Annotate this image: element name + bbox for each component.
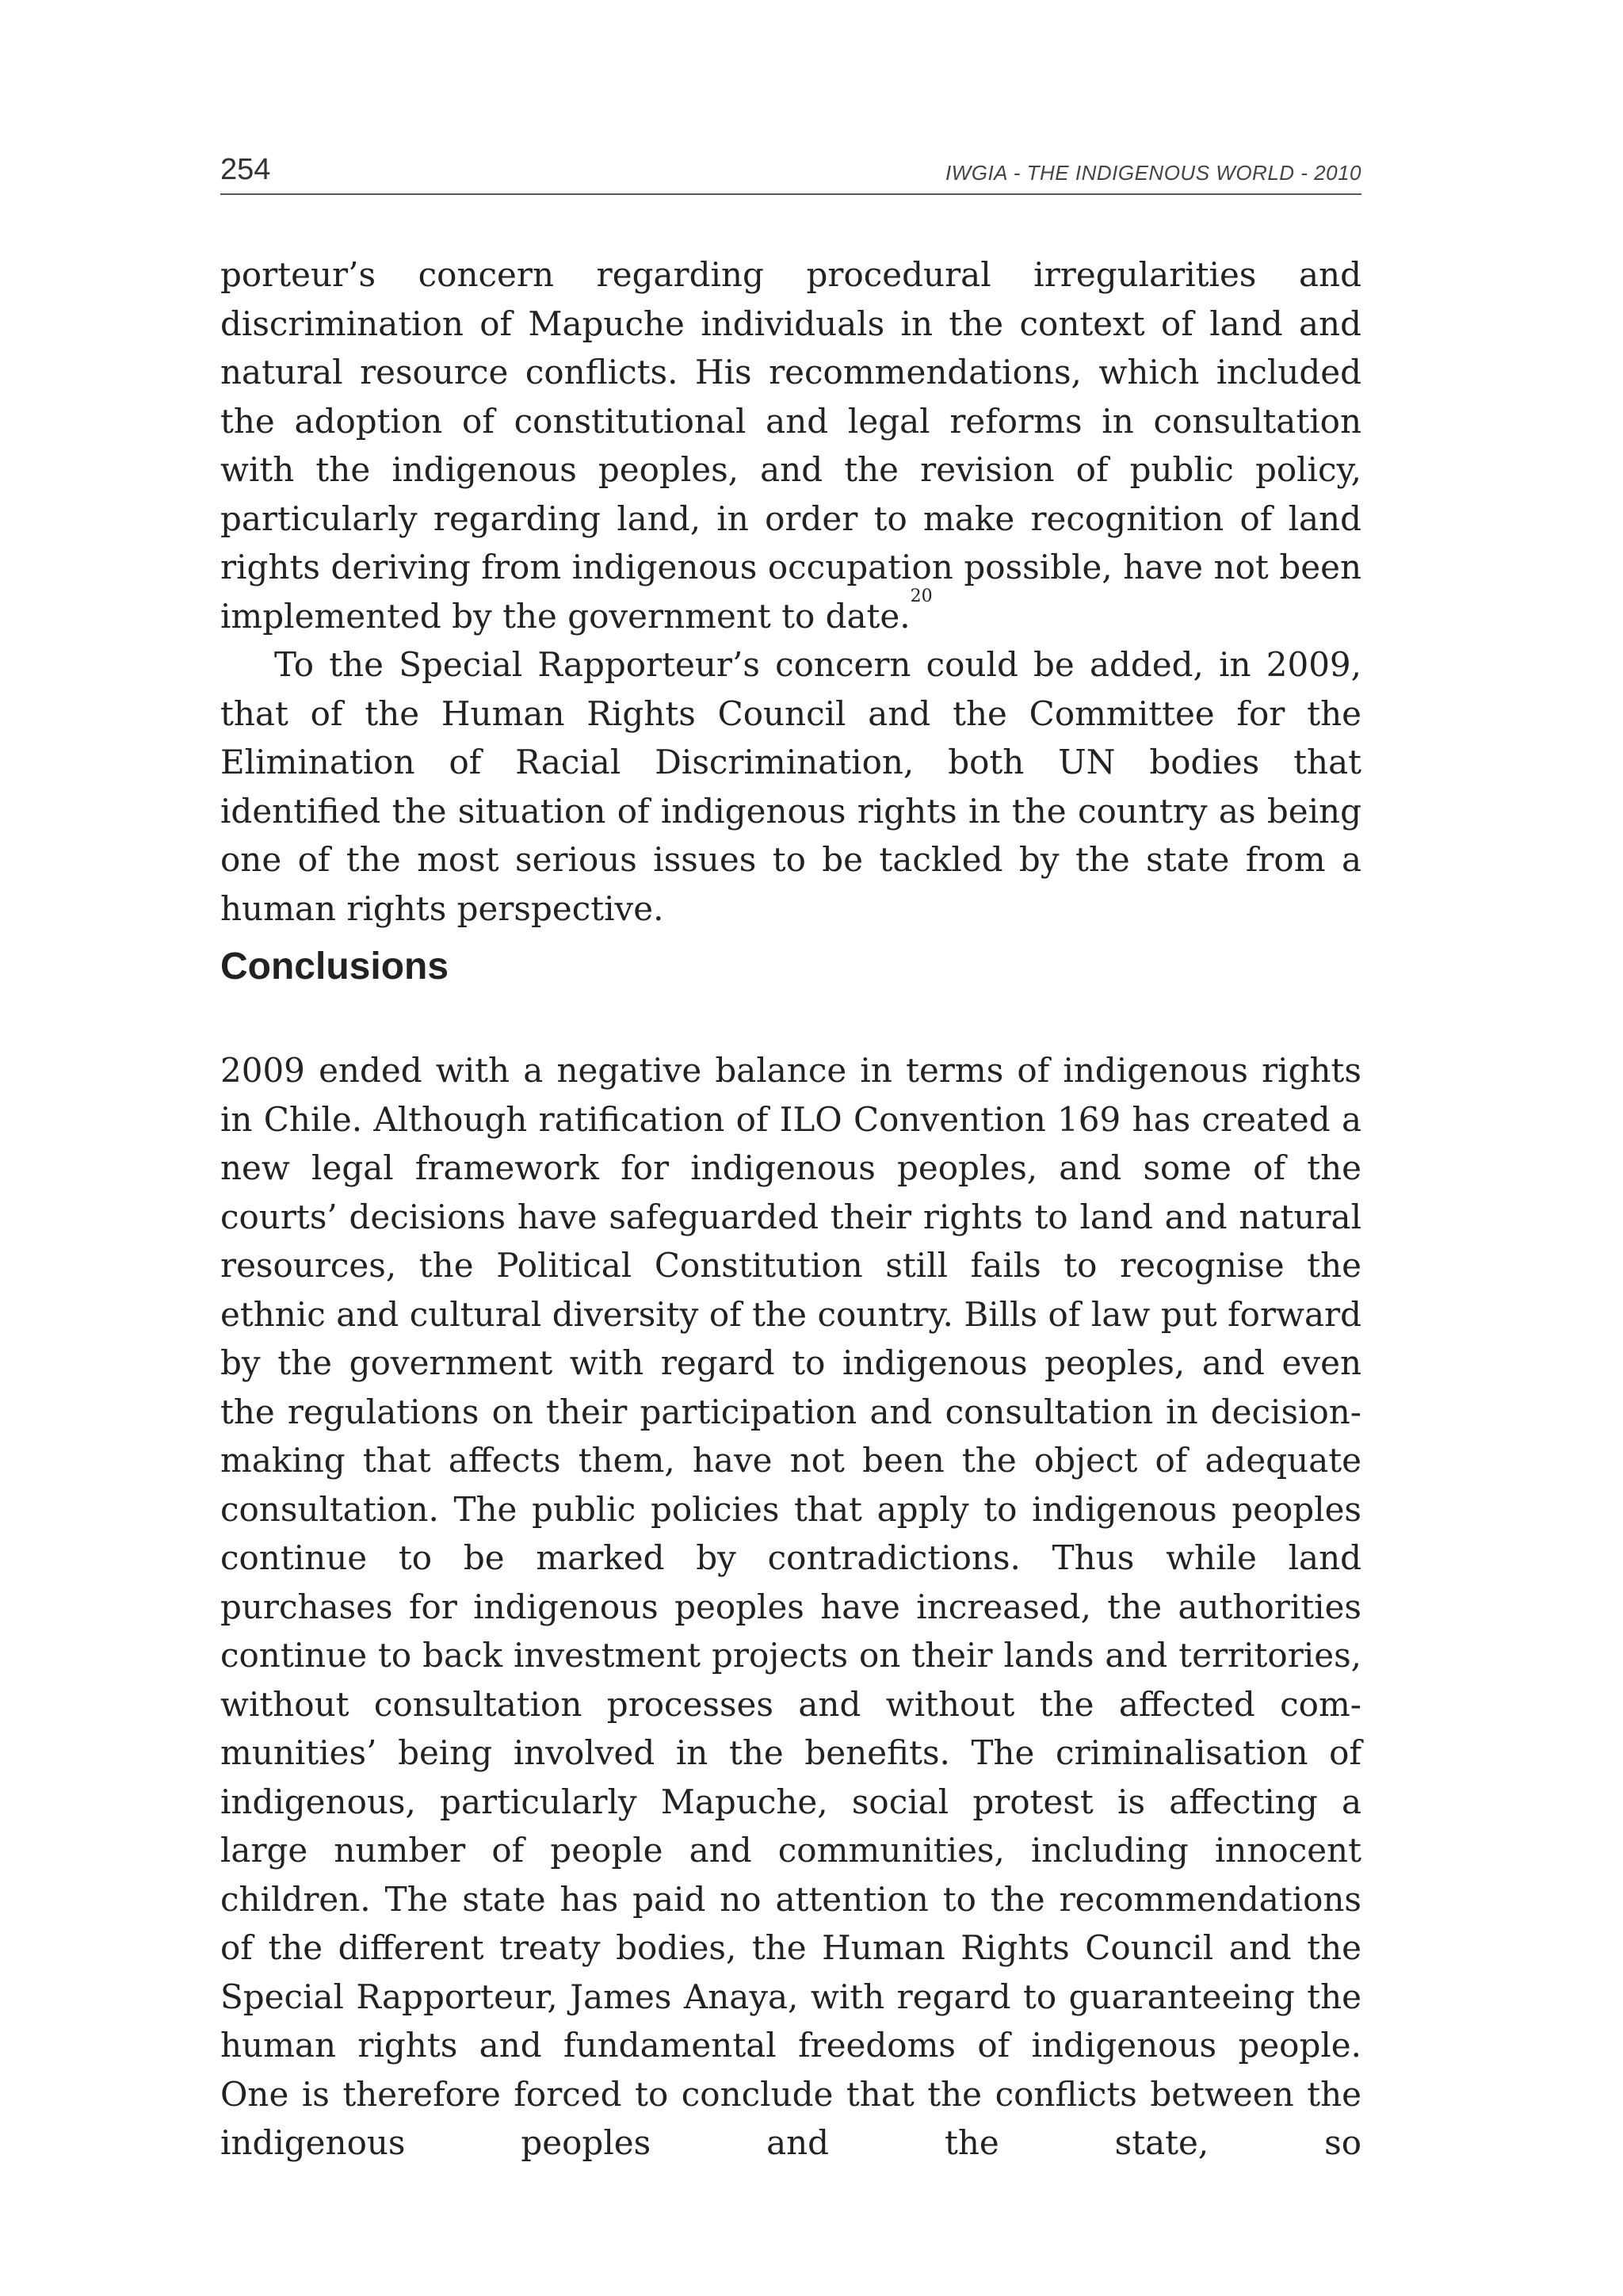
running-header xyxy=(220,152,1361,195)
section-heading: Conclusions xyxy=(220,946,449,988)
body-text-top xyxy=(220,250,1361,933)
paragraph: 2009 ended with a negative balance in terms of indigenous rights in Chile. Although ratification of ILO Convention 169 has created a new legal framework for indigenous peoples, and some of the courts’ decisions have safeguarded their rights to land and natural resources, the Political Constitution still fails to recognise the ethnic and cultural diversity of the country. Bills of law put forward by the government with regard to indigenous peoples, and even the regulations on their participation and consultation in decision-making that affects them, have not been the object of adequate consultation. The public policies that apply to indigenous peoples continue to be marked by contradictions. Thus while land purchases for indigenous peoples have increased, the authorities continue to back investment projects on their lands and territories, without consultation processes and without the affected communities’ being involved in the benefits. The criminalisation of indigenous, particularly Mapuche, social protest is affecting a large number of people and communities, including innocent children. The state has paid no attention to the recommendations of the different treaty bodies, the Human Rights Council and the Special Rapporteur, James Anaya, with regard to guaranteeing the human rights and fundamental freedoms of indigenous people. One is therefore forced to conclude that the conflicts between the indigenous peoples and the state, so xyxy=(220,1051,1361,2162)
paragraph-text: porteur’s concern regarding procedural irregularities and discrimination of Mapuche individuals in the context of land and natural resource conflicts. His recommendations, which included the adoption of constitutional and legal reforms in consultation with the indigenous peoples, and the revision of public policy, particularly regarding land, in order to make recognition of land rights deriving from indigenous occupation possible, have not been implemented by the government to date. xyxy=(220,255,1361,636)
footnote-reference[interactable]: 20 xyxy=(910,586,933,606)
running-title: IWGIA - THE INDIGENOUS WORLD - 2010 xyxy=(945,161,1361,185)
body-text-conclusions xyxy=(220,1046,1361,2168)
paragraph-continued xyxy=(220,250,1361,640)
paragraph: To the Special Rapporteur’s concern could be added, in 2009, that of the Human Rights Council and the Committee for the Elimination of Racial Discrimination, both UN bodies that identified the situation of indigenous rights in the country as being one of the most serious issues to be tackled by the state from a human rights perspective. xyxy=(220,645,1361,928)
page-number: 254 xyxy=(220,153,271,186)
